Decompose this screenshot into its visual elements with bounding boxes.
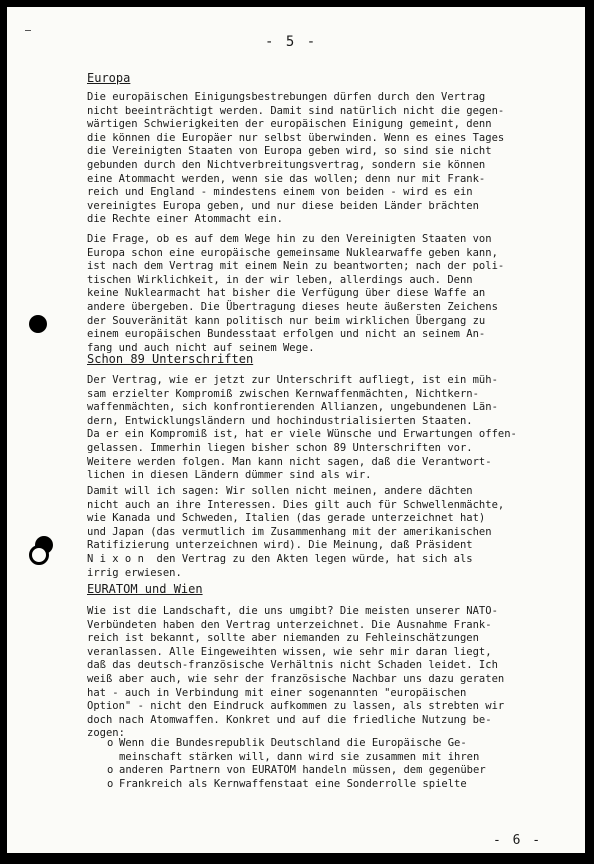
heading-europa: Europa — [87, 71, 131, 85]
paragraph-europa-1: Die europäischen Einigungsbestrebungen dürfen durch den Vertrag nicht beeinträchtigt werden. Damit sind natürlich nicht die gegen- wärtigen Schwierigkeiten der europäischen Einigung gemeint, denn die können die Europäer nur selbst überwinden. Wenn es eines Tages die Vereinigten Staaten von Europa geben wird, so sind sie nicht gebunden durch den Nichtverbreitungsvertrag, sondern sie können eine Atommacht werden, wenn sie das wollen; denn nur mit Frank- reich und England - mindestens einem von beiden - wird es ein vereinigtes Europa geben, und nur diese beiden Länder brächten die Rechte einer Atommacht ein. — [87, 91, 505, 226]
list-item — [107, 764, 486, 778]
heading-euratom: EURATOM und Wien — [87, 582, 203, 596]
bullet-icon: o — [107, 777, 114, 790]
paragraph-unterschriften-2: Damit will ich sagen: Wir sollen nicht meinen, andere dächten nicht auch an ihre Interessen. Dies gilt auch für Schwellenmächte, wie Kanada und Schweden, Italien (das gerade unterzeichnet hat) und Japan (das vermutlich im Zusammenhang mit der amerikanischen Ratifizierung unterzeichnen wird). Die Meinung, daß Präsident N i x o n den Vertrag zu den Akten legen würde, hat sich als irrig erwiesen. — [87, 485, 505, 579]
punch-hole-ring-icon — [29, 545, 49, 565]
list-item-text: meinschaft stärken will, dann wird sie zusammen mit ihren — [119, 750, 480, 763]
bullet-icon: o — [107, 764, 114, 777]
paragraph-unterschriften-1: Der Vertrag, wie er jetzt zur Unterschrift aufliegt, ist ein müh- sam erzielter Kompromiß zwischen Kernwaffenmächten, Nichtkern- waffenmächten, sich konfrontierenden Allianzen, ungebundenen Län- dern, Entwicklungsländern und hochindustrialisierten Staaten. Da er ein Kompromiß ist, hat er viele Wünsche und Erwartungen offen- gelassen. Immerhin liegen bisher schon 89 Unterschriften vor. Weitere werden folgen. Man kann nicht sagen, daß die Verantwort- lichen in diesen Ländern dümmer sind als wir. — [87, 374, 517, 482]
paragraph-euratom-1: Wie ist die Landschaft, die uns umgibt? Die meisten unserer NATO- Verbündeten haben den Vertrag unterzeichnet. Die Ausnahme Frank- reich ist bekannt, sollte aber niemanden zu Fehleinschätzungen veranlassen. Alle Eingeweihten wissen, wie sehr mir daran liegt, daß das deutsch-französische Verhältnis nicht Schaden leidet. Ich weiß aber auch, wie sehr der französische Nachbar uns dazu geraten hat - auch in Verbindung mit einer sogenannten "europäischen Option" - nicht den Eindruck aufkommen zu lassen, als strebten wir doch nach Atomwaffen. Konkret und auf die friedliche Nutzung be- zogen: — [87, 605, 505, 740]
list-item-text: Wenn die Bundesrepublik Deutschland die Europäische Ge- — [119, 737, 467, 749]
punch-hole-icon — [29, 315, 47, 333]
bullet-icon: o — [107, 737, 114, 749]
corner-mark — [25, 30, 31, 31]
list-item-text: Frankreich als Kernwaffenstaat eine Sonderrolle spielte — [119, 777, 467, 790]
paragraph-europa-2: Die Frage, ob es auf dem Wege hin zu den Vereinigten Staaten von Europa schon eine europäische gemeinsame Nuklearwaffe geben kann, ist nach dem Vertrag mit einem Nein zu beantworten; nach der poli- tischen Wirklichkeit, in der wir leben, allerdings auch. Denn keine Nuklearmacht hat bisher die Verfügung über diese Waffe an andere übergeben. Die Übertragung dieses heute äußersten Zeichens der Souveränität kann politisch nur beim wirklichen Übergang zu einem europäischen Bundesstaat erfolgen und nicht an seinem An- fang und auch nicht auf seinem Wege. — [87, 233, 505, 354]
list-item — [107, 737, 486, 751]
bullet-list — [107, 737, 486, 791]
list-item — [107, 778, 486, 792]
list-item — [107, 751, 486, 765]
list-item-text: anderen Partnern von EURATOM handeln müssen, dem gegenüber — [119, 764, 486, 777]
heading-unterschriften: Schon 89 Unterschriften — [87, 352, 254, 366]
page-number: - 5 - — [265, 34, 318, 50]
next-page-marker: - 6 - — [493, 833, 543, 848]
document-page — [7, 7, 585, 853]
